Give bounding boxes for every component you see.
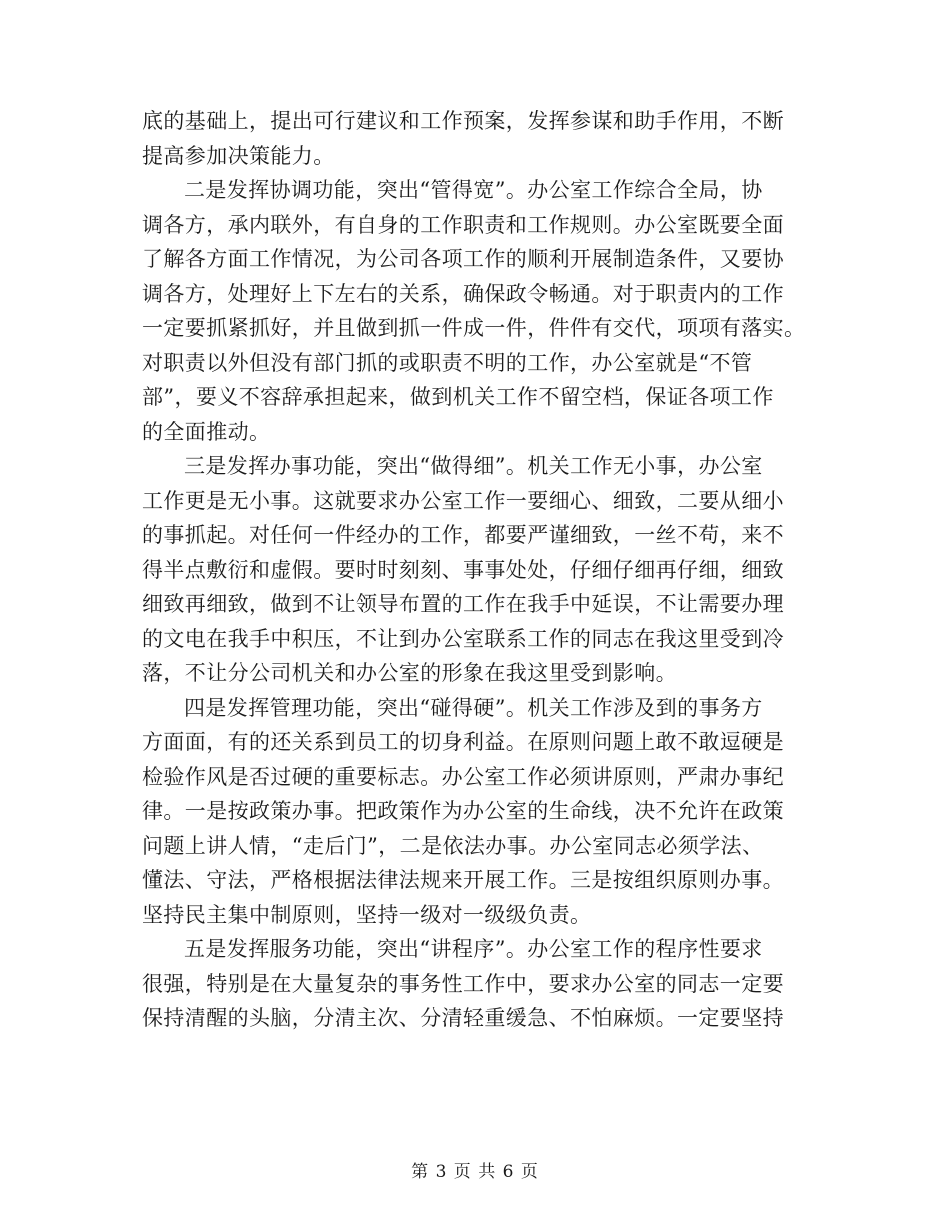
paragraph-line: 细致再细致，做到不让领导布置的工作在我手中延误，不让需要办理 <box>142 592 784 616</box>
paragraph-line: 问题上讲人情，“走后门”，二是依法办事。办公室同志必须学法、 <box>142 833 764 858</box>
paragraph-line: 检验作风是否过硬的重要标志。办公室工作必须讲原则，严肃办事纪 <box>142 764 784 789</box>
paragraph <box>142 691 802 933</box>
document-body <box>142 104 806 1036</box>
paragraph-line: 的文电在我手中积压，不让到办公室联系工作的同志在我这里受到冷 <box>142 626 784 651</box>
paragraph-line: 的全面推动。 <box>142 419 271 444</box>
paragraph-line: 懂法、守法，严格根据法律法规来开展工作。三是按组织原则办事。 <box>142 868 784 892</box>
paragraph-line: 一定要抓紧抓好，并且做到抓一件成一件，件件有交代，项项有落实。 <box>142 316 806 340</box>
paragraph-line: 的事抓起。对任何一件经办的工作，都要严谨细致，一丝不苟，来不 <box>142 523 784 547</box>
paragraph <box>142 449 802 691</box>
paragraph-line: 调各方，承内联外，有自身的工作职责和工作规则。办公室既要全面 <box>142 212 784 237</box>
paragraph-line: 五是发挥服务功能，突出“讲程序”。办公室工作的程序性要求 <box>184 937 763 961</box>
paragraph-line: 很强，特别是在大量复杂的事务性工作中，要求办公室的同志一定要 <box>142 971 784 996</box>
paragraph <box>142 932 802 1036</box>
paragraph-line: 保持清醒的头脑，分清主次、分清轻重缓急、不怕麻烦。一定要坚持 <box>142 1006 784 1030</box>
paragraph-line: 方面面，有的还关系到员工的切身利益。在原则问题上敢不敢逗硬是 <box>142 730 784 754</box>
paragraph-line: 底的基础上，提出可行建议和工作预案，发挥参谋和助手作用，不断 <box>142 109 784 133</box>
paragraph-line: 二是发挥协调功能，突出“管得宽”。办公室工作综合全局，协 <box>184 178 763 202</box>
paragraph-line: 三是发挥办事功能，突出“做得细”。机关工作无小事，办公室 <box>184 454 763 478</box>
paragraph-line: 了解各方面工作情况，为公司各项工作的顺利开展制造条件，又要协 <box>142 247 784 271</box>
paragraph-line: 对职责以外但没有部门抓的或职责不明的工作，办公室就是“不管 <box>142 350 753 375</box>
paragraph-line: 调各方，处理好上下左右的关系，确保政令畅通。对于职责内的工作 <box>142 281 784 306</box>
paragraph <box>142 173 806 449</box>
paragraph <box>142 104 802 173</box>
paragraph-line: 四是发挥管理功能，突出“碰得硬”。机关工作涉及到的事务方 <box>184 695 763 720</box>
paragraph-line: 部”，要义不容辞承担起来，做到机关工作不留空档，保证各项工作 <box>142 385 774 409</box>
paragraph-line: 得半点敷衍和虚假。要时时刻刻、事事处处，仔细仔细再仔细，细致 <box>142 557 784 582</box>
paragraph-line: 落，不让分公司机关和办公室的形象在我这里受到影响。 <box>142 661 677 685</box>
paragraph-line: 坚持民主集中制原则，坚持一级对一级级负责。 <box>142 902 592 927</box>
paragraph-line: 提高参加决策能力。 <box>142 143 335 168</box>
paragraph-line: 律。一是按政策办事。把政策作为办公室的生命线，决不允许在政策 <box>142 799 784 823</box>
paragraph-line: 工作更是无小事。这就要求办公室工作一要细心、细致，二要从细小 <box>142 488 784 513</box>
page-footer: 第 3 页 共 6 页 <box>411 1162 539 1182</box>
